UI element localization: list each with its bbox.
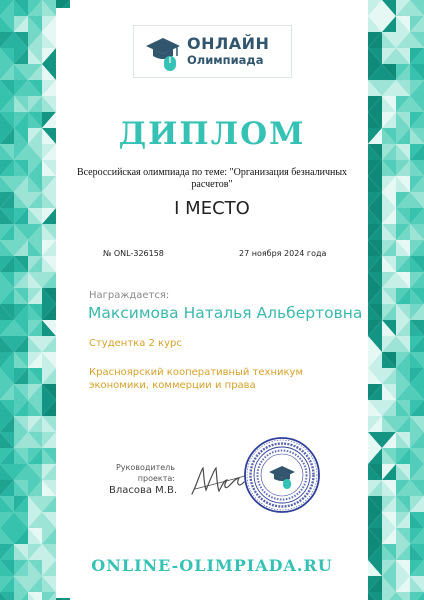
recipient-organization: Красноярский кооперативный техникум экономики, коммерции и права: [89, 367, 304, 391]
diploma-date: 27 ноября 2024 года: [239, 249, 327, 258]
leader-name: Власова М.В.: [108, 485, 177, 496]
logo: [133, 25, 292, 78]
logo-title: ОНЛАЙН: [187, 34, 270, 53]
website-link[interactable]: ONLINE-OLIMPIADA.RU: [91, 556, 333, 575]
diploma-number: № ONL-326158: [103, 249, 164, 258]
diploma-title: ДИПЛОМ: [118, 116, 306, 152]
place-result: I МЕСТО: [174, 198, 250, 219]
stamp-seal-icon: [243, 436, 321, 514]
signature-icon: [189, 460, 247, 500]
logo-subtitle: Олимпиада: [187, 53, 264, 67]
leader-label: Руководитель проекта:: [115, 463, 175, 483]
graduation-cap-mouse-icon: [144, 34, 182, 72]
recipient-course: Студентка 2 курс: [89, 338, 182, 349]
diploma-sheet: [56, 8, 368, 598]
recipient-name: Максимова Наталья Альбертовна: [88, 304, 363, 322]
awarded-label: Награждается:: [89, 290, 170, 301]
olympiad-subject: Всероссийская олимпиада по теме: "Организация безналичных расчетов": [76, 167, 348, 190]
